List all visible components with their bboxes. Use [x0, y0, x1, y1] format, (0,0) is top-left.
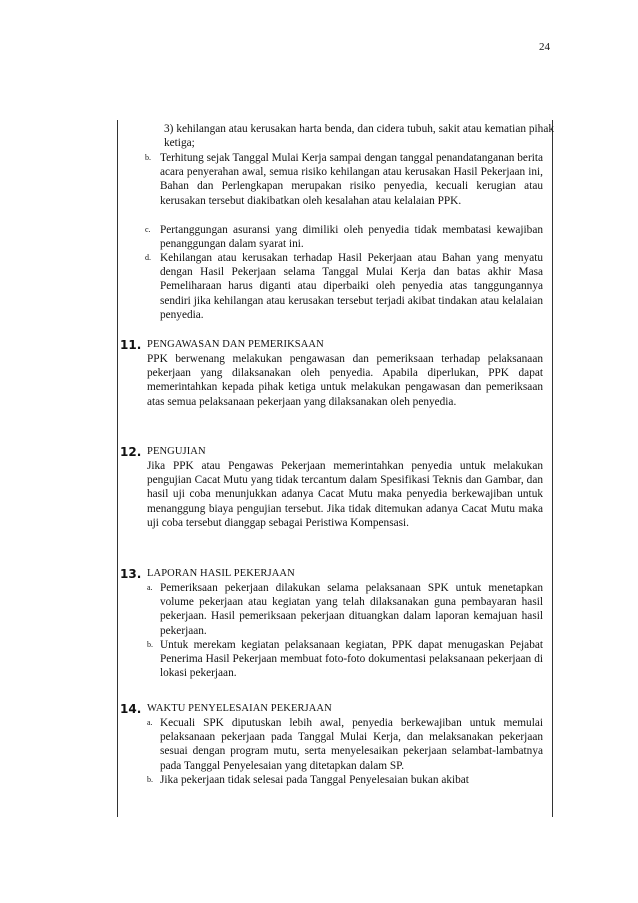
list-item-text: Kecuali SPK diputuskan lebih awal, penyedia berkewajiban untuk memulai pelaksanaan pekerjaan pada Tanggal Mulai Kerja, dan melaksanakan pekerjaan sesuai dengan program mutu, serta menyelesaikan pekerjaan selambat-lambatnya pada Tanggal Penyelesaian yang ditetapkan dalam SP. [160, 717, 543, 772]
list-item [147, 638, 543, 681]
section-number: 12. [120, 445, 142, 459]
list-item-text: Pemeriksaan pekerjaan dilakukan selama pelaksanaan SPK untuk menetapkan volume pekerjaan atau kegiatan yang telah dilaksanakan guna pembayaran hasil pekerjaan. Hasil pemeriksaan pekerjaan dituangkan dalam laporan kemajuan hasil pekerjaan. [160, 582, 543, 637]
section-number: 14. [120, 702, 142, 716]
section-number: 13. [120, 567, 142, 581]
list-item [147, 581, 543, 638]
list-item-text: Kehilangan atau kerusakan terhadap Hasil Pekerjaan atau Bahan yang menyatu dengan Hasil Pekerjaan selama Tanggal Mulai Kerja dan batas akhir Masa Pemeliharaan harus diganti atau diperbaiki oleh penyedia atas tanggungannya sendiri jika kehilangan atau kerusakan tersebut terjadi akibat tindakan atau kelalaian penyedia. [160, 252, 543, 321]
list-item-text: Jika pekerjaan tidak selesai pada Tanggal Penyelesaian bukan akibat [160, 773, 469, 786]
section-title: PENGUJIAN [147, 446, 206, 457]
section-title: WAKTU PENYELESAIAN PEKERJAAN [147, 703, 332, 714]
list-item [145, 223, 543, 251]
list-marker: b. [147, 774, 153, 784]
list-item [145, 251, 543, 322]
section-number: 11. [120, 338, 142, 352]
section-body: PPK berwenang melakukan pengawasan dan pemeriksaan terhadap pelaksanaan pekerjaan yang dilaksanakan oleh penyedia. Apabila diperlukan, PPK dapat memerintahkan kepada pihak ketiga untuk melakukan pengawasan dan pemeriksaan atas semua pelaksanaan pekerjaan yang dilaksanakan oleh penyedia. [147, 353, 543, 408]
section-body [147, 716, 543, 787]
list-marker: b. [145, 153, 151, 162]
list-item-text: Pertanggungan asuransi yang dimiliki oleh penyedia tidak membatasi kewajiban penanggungan dalam syarat ini. [160, 224, 543, 251]
page-number: 24 [539, 41, 550, 53]
list-marker: d. [145, 253, 151, 262]
list-marker: c. [145, 225, 151, 234]
list-marker: b. [147, 639, 153, 649]
list-item: 3) kehilangan atau kerusakan harta benda, dan cidera tubuh, sakit atau kematian pihak ketiga; [164, 123, 554, 150]
list-item [147, 773, 543, 787]
list-item-text: Terhitung sejak Tanggal Mulai Kerja sampai dengan tanggal penandatanganan berita acara penyerahan awal, semua risiko kehilangan atau kerusakan Hasil Pekerjaan ini, Bahan dan Perlengkapan merupakan risiko penyedia, kecuali kerugian atau kerusakan tersebut diakibatkan oleh kesalahan atau kelalaian PPK. [160, 152, 543, 207]
list-item [147, 716, 543, 773]
section-body [147, 581, 543, 680]
section-title: PENGAWASAN DAN PEMERIKSAAN [147, 339, 324, 350]
list-marker: a. [147, 718, 153, 727]
list-item-text: Untuk merekam kegiatan pelaksanaan kegiatan, PPK dapat menugaskan Pejabat Penerima Hasil Pekerjaan membuat foto-foto dokumentasi pelaksanaan pekerjaan di lokasi pekerjaan. [160, 638, 543, 680]
list-marker: a. [147, 583, 153, 592]
section-body: Jika PPK atau Pengawas Pekerjaan memerintahkan penyedia untuk melakukan pengujian Cacat Mutu yang tidak tercantum dalam Spesifikasi Teknis dan Gambar, dan hasil uji coba menunjukkan adanya Cacat Mutu maka penyedia berkewajiban untuk menanggung biaya pengujian tersebut. Jika tidak ditemukan adanya Cacat Mutu maka uji coba tersebut dianggap sebagai Peristiwa Kompensasi. [147, 460, 543, 529]
list-item [145, 151, 543, 208]
section-title: LAPORAN HASIL PEKERJAAN [147, 568, 295, 579]
